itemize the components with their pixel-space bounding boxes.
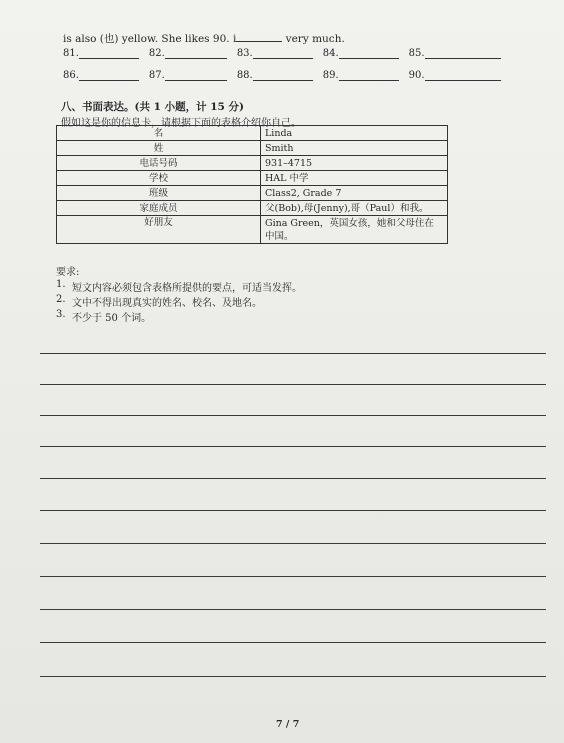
answer-number: 85. bbox=[408, 48, 425, 59]
section-title: 八、书面表达。(共 1 小题，计 15 分) bbox=[61, 101, 244, 113]
answer-item bbox=[237, 48, 313, 59]
writing-line[interactable] bbox=[40, 543, 546, 544]
table-label: 班级 bbox=[57, 186, 261, 201]
writing-line[interactable] bbox=[40, 510, 546, 511]
answer-blank-90-inline[interactable] bbox=[236, 31, 282, 42]
info-card-table bbox=[56, 125, 448, 244]
table-value: 931–4715 bbox=[261, 156, 448, 171]
answer-number: 87. bbox=[148, 70, 165, 81]
answer-blank[interactable] bbox=[165, 70, 227, 81]
writing-line[interactable] bbox=[40, 576, 546, 577]
answer-blank[interactable] bbox=[253, 48, 313, 59]
table-row bbox=[57, 171, 448, 186]
table-label: 家庭成员 bbox=[57, 201, 261, 216]
requirement-text: 不少于 50 个词。 bbox=[72, 313, 152, 324]
requirement-item bbox=[56, 309, 151, 324]
writing-line[interactable] bbox=[40, 642, 546, 643]
table-row bbox=[57, 126, 448, 141]
writing-line[interactable] bbox=[40, 446, 546, 447]
answer-number: 90. bbox=[408, 70, 425, 81]
table-value: HAL 中学 bbox=[261, 171, 448, 186]
answer-item bbox=[63, 48, 139, 59]
writing-line[interactable] bbox=[40, 478, 546, 479]
requirement-item bbox=[56, 279, 302, 294]
answer-item bbox=[323, 70, 399, 81]
answer-blank[interactable] bbox=[425, 48, 501, 59]
table-value: Gina Green，英国女孩，她和父母住在中国。 bbox=[261, 216, 448, 244]
answer-number: 86. bbox=[63, 70, 79, 81]
answer-row-2 bbox=[63, 70, 533, 81]
answer-blank[interactable] bbox=[253, 70, 313, 81]
writing-line[interactable] bbox=[40, 676, 546, 677]
answer-item bbox=[323, 48, 399, 59]
table-value: Linda bbox=[261, 126, 448, 141]
answer-number: 84. bbox=[322, 48, 339, 59]
answer-blank[interactable] bbox=[339, 70, 399, 81]
requirement-number: 1. bbox=[56, 279, 66, 290]
answer-item bbox=[409, 48, 501, 59]
answer-blank[interactable] bbox=[79, 70, 139, 81]
table-row bbox=[57, 156, 448, 171]
answer-number: 82. bbox=[148, 48, 165, 59]
table-row bbox=[57, 216, 448, 244]
answer-item bbox=[63, 70, 139, 81]
table-label: 姓 bbox=[57, 141, 261, 156]
answer-blank[interactable] bbox=[79, 48, 139, 59]
passage-text-after: very much. bbox=[285, 33, 345, 45]
requirements-title: 要求: bbox=[56, 267, 80, 278]
page-number: 7 / 7 bbox=[276, 719, 300, 730]
answer-item bbox=[409, 70, 501, 81]
answer-number: 81. bbox=[63, 48, 79, 59]
table-row bbox=[57, 201, 448, 216]
answer-item bbox=[149, 70, 227, 81]
table-value: Class2, Grade 7 bbox=[261, 186, 448, 201]
writing-line[interactable] bbox=[40, 353, 546, 354]
previous-passage-line bbox=[63, 31, 345, 46]
writing-line[interactable] bbox=[40, 384, 546, 385]
table-label: 学校 bbox=[57, 171, 261, 186]
requirement-text: 短文内容必须包含表格所提供的要点，可适当发挥。 bbox=[72, 283, 302, 294]
writing-line[interactable] bbox=[40, 415, 546, 416]
answer-blank[interactable] bbox=[425, 70, 501, 81]
answer-number: 83. bbox=[236, 48, 253, 59]
answer-blank[interactable] bbox=[339, 48, 399, 59]
answer-number: 88. bbox=[236, 70, 253, 81]
answer-item bbox=[237, 70, 313, 81]
table-value: 父(Bob),母(Jenny),哥（Paul）和我。 bbox=[261, 201, 448, 216]
answer-row-1 bbox=[63, 48, 533, 59]
table-row bbox=[57, 141, 448, 156]
answer-item bbox=[149, 48, 227, 59]
requirement-number: 3. bbox=[56, 309, 66, 320]
section-intro: 假如这是你的信息卡，请根据下面的表格介绍你自己。 bbox=[61, 118, 301, 129]
table-label: 电话号码 bbox=[57, 156, 261, 171]
answer-number: 89. bbox=[322, 70, 339, 81]
requirement-item bbox=[56, 294, 262, 309]
table-value: Smith bbox=[261, 141, 448, 156]
table-label: 名 bbox=[57, 126, 261, 141]
writing-line[interactable] bbox=[40, 609, 546, 610]
passage-text-before: is also (也) yellow. She likes 90. i bbox=[63, 33, 237, 45]
requirement-text: 文中不得出现真实的姓名、校名、及地名。 bbox=[72, 298, 262, 309]
table-label: 好朋友 bbox=[57, 216, 261, 244]
table-row bbox=[57, 186, 448, 201]
answer-blank[interactable] bbox=[165, 48, 227, 59]
requirement-number: 2. bbox=[56, 294, 66, 305]
